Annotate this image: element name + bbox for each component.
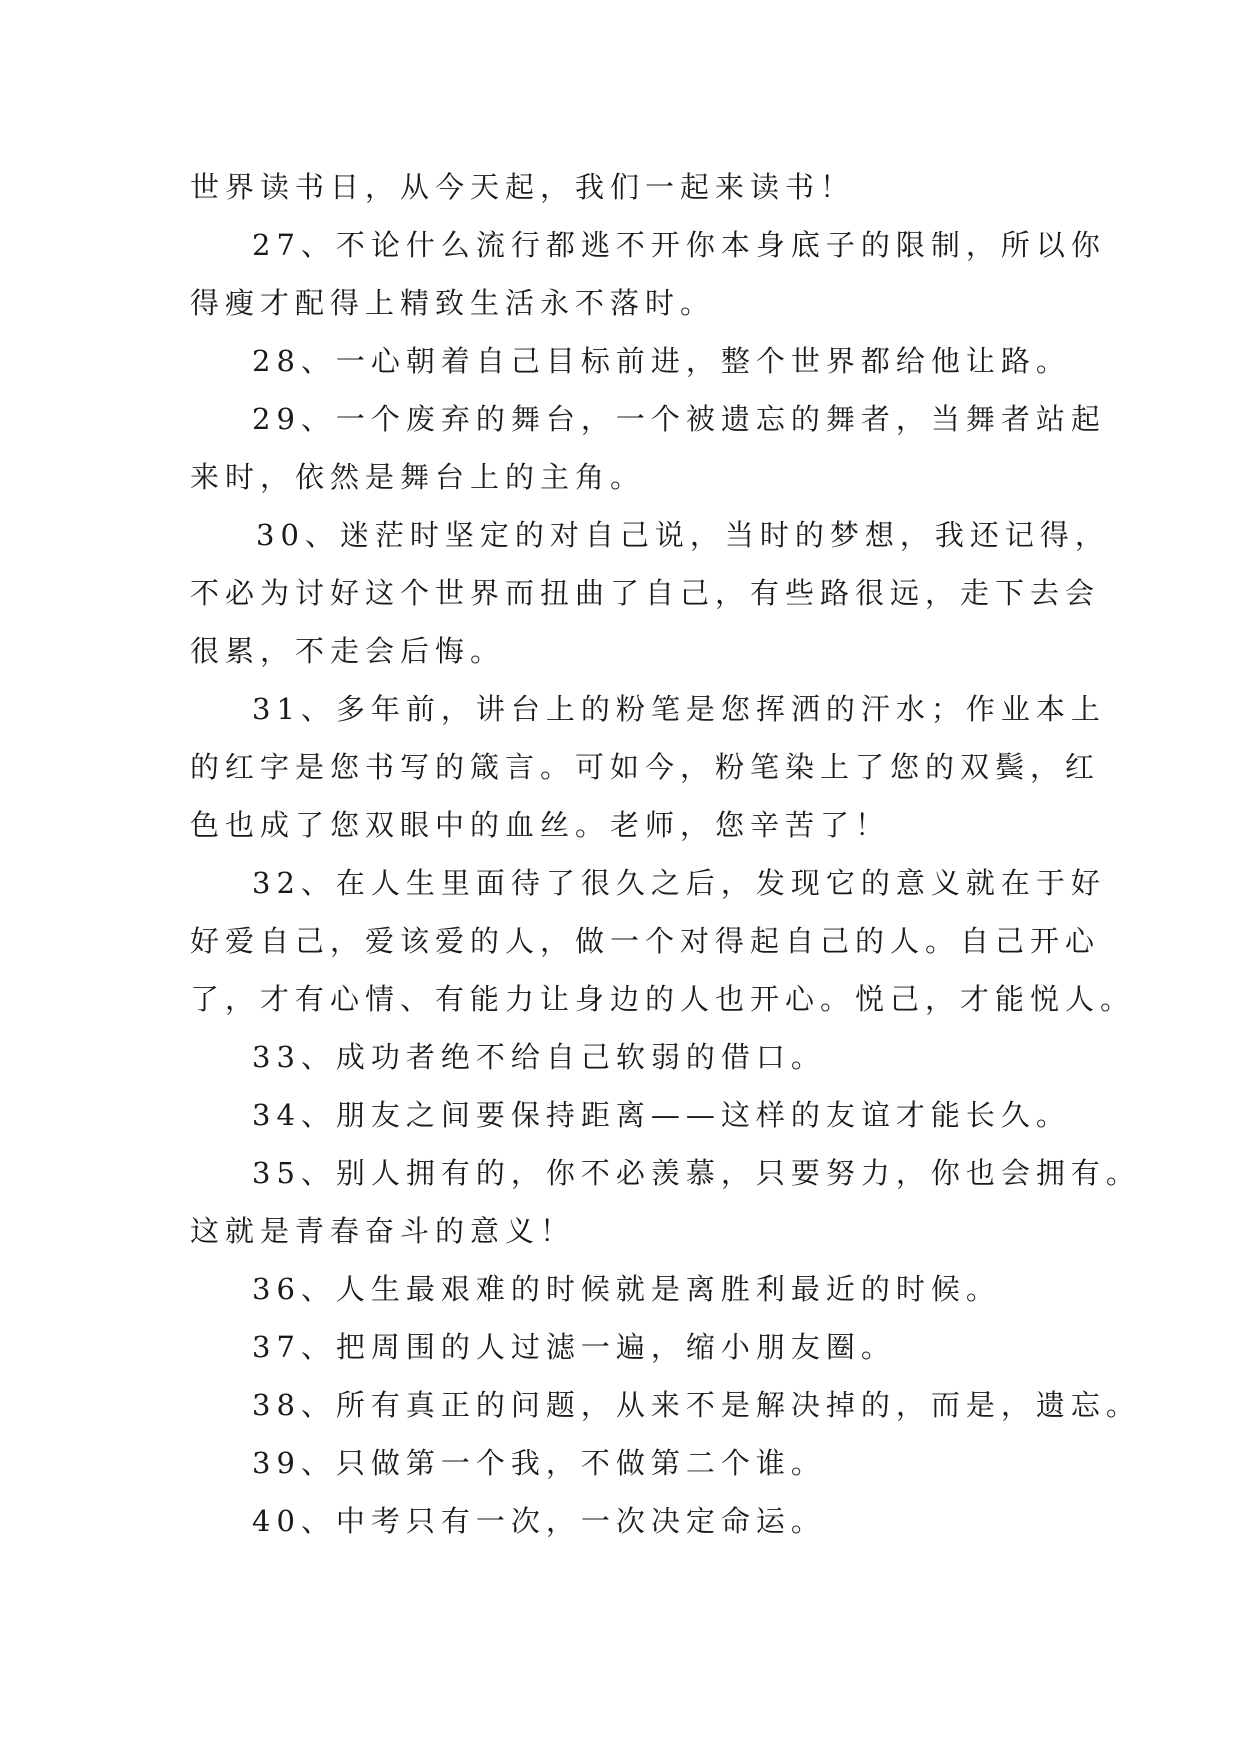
text-line: 这就是青春奋斗的意义！ <box>190 1214 576 1248</box>
document-body <box>190 158 1141 1550</box>
text-line: 来时，依然是舞台上的主角。 <box>190 460 646 494</box>
text-line: 了，才有心情、有能力让身边的人也开心。悦己，才能悦人。 <box>190 982 1136 1016</box>
text-line: 39、只做第一个我，不做第二个谁。 <box>252 1446 826 1480</box>
text-line: 29、一个废弃的舞台，一个被遗忘的舞者，当舞者站起 <box>252 402 1106 436</box>
text-line: 31、多年前，讲台上的粉笔是您挥洒的汗水；作业本上 <box>252 692 1106 726</box>
text-line: 28、一心朝着自己目标前进，整个世界都给他让路。 <box>252 344 1071 378</box>
text-line: 40、中考只有一次，一次决定命运。 <box>252 1504 826 1538</box>
text-line: 27、不论什么流行都逃不开你本身底子的限制，所以你 <box>252 228 1106 262</box>
text-line: 38、所有真正的问题，从来不是解决掉的，而是，遗忘。 <box>252 1388 1141 1422</box>
text-line: 好爱自己，爱该爱的人，做一个对得起自己的人。自己开心 <box>190 924 1101 958</box>
text-line: 32、在人生里面待了很久之后，发现它的意义就在于好 <box>252 866 1106 900</box>
text-line: 36、人生最艰难的时候就是离胜利最近的时候。 <box>252 1272 1001 1306</box>
text-line: 33、成功者绝不给自己软弱的借口。 <box>252 1040 826 1074</box>
text-line: 30、迷茫时坚定的对自己说，当时的梦想，我还记得， <box>256 518 1110 552</box>
text-line: 世界读书日，从今天起，我们一起来读书！ <box>190 170 856 204</box>
text-line: 的红字是您书写的箴言。可如今，粉笔染上了您的双鬓，红 <box>190 750 1101 784</box>
text-line: 35、别人拥有的，你不必羡慕，只要努力，你也会拥有。 <box>252 1156 1141 1190</box>
text-line: 37、把周围的人过滤一遍，缩小朋友圈。 <box>252 1330 896 1364</box>
text-line: 不必为讨好这个世界而扭曲了自己，有些路很远，走下去会 <box>190 576 1101 610</box>
text-line: 很累，不走会后悔。 <box>190 634 506 668</box>
text-line: 得瘦才配得上精致生活永不落时。 <box>190 286 716 320</box>
text-line: 色也成了您双眼中的血丝。老师，您辛苦了！ <box>190 808 891 842</box>
text-line: 34、朋友之间要保持距离——这样的友谊才能长久。 <box>252 1098 1071 1132</box>
